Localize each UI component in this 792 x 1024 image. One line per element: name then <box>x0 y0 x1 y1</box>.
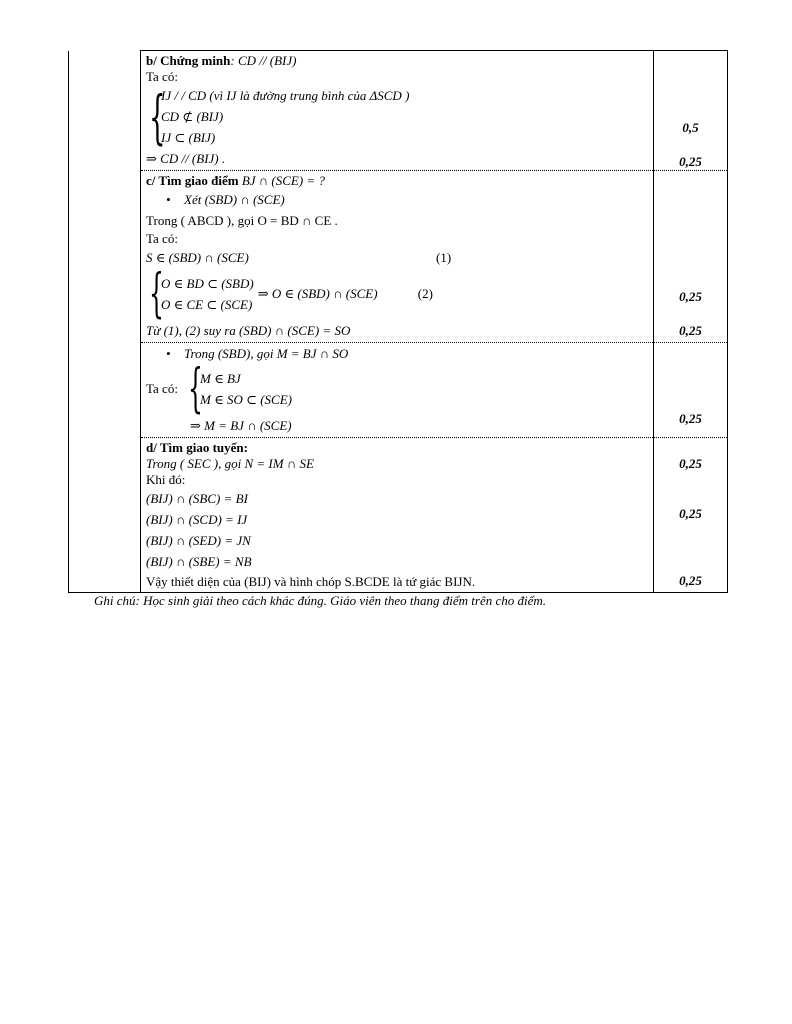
part-c2-sys-line-2: M ∈ SO ⊂ (SCE) <box>200 392 293 407</box>
part-c2-ta-co: Ta có: <box>146 381 178 396</box>
part-b-heading: b/ Chứng minh <box>146 53 231 68</box>
part-b-ta-co: Ta có: <box>146 69 178 84</box>
part-b-sys-line-3: IJ ⊂ (BIJ) <box>161 130 216 145</box>
part-b-score-1: 0,5 <box>682 120 699 135</box>
part-c1-score-1: 0,25 <box>679 289 702 304</box>
part-c2-system <box>188 359 293 419</box>
part-c1-from: Từ (1), (2) suy ra (SBD) ∩ (SCE) = SO <box>146 323 351 338</box>
part-d-trong: Trong ( SEC ), gọi N = IM ∩ SE <box>146 456 314 471</box>
row-part-b <box>69 51 728 171</box>
part-d-khi-do: Khi đó: <box>146 472 186 487</box>
part-c1-line-1: S ∈ (SBD) ∩ (SCE) <box>146 250 249 265</box>
part-b-score-2: 0,25 <box>679 154 702 169</box>
footnote: Ghi chú: Học sinh giải theo cách khác đúng. Giáo viên theo thang điểm trên cho điểm. <box>94 593 547 608</box>
part-d-scores <box>654 438 728 593</box>
part-d-conclusion: Vậy thiết diện của (BIJ) và hình chóp S.BCDE là tứ giác BIJN. <box>146 574 476 589</box>
part-c2-content <box>141 343 654 438</box>
part-c1-content <box>141 171 654 343</box>
grading-table <box>68 50 728 593</box>
part-b-scores <box>654 51 728 171</box>
brace-icon: { <box>149 264 164 324</box>
part-c2-implies: ⇒ M = BJ ∩ (SCE) <box>190 418 292 433</box>
part-c1-sys-line-2: O ∈ CE ⊂ (SCE) <box>161 297 253 312</box>
part-c1-scores <box>654 171 728 343</box>
part-c2-score: 0,25 <box>679 411 702 426</box>
part-d-line-3: (BIJ) ∩ (SED) = JN <box>146 533 251 548</box>
row-part-c2 <box>69 343 728 438</box>
part-c2-scores <box>654 343 728 438</box>
part-d-score-2: 0,25 <box>679 506 702 521</box>
blank-column <box>69 51 141 593</box>
part-c1-ta-co: Ta có: <box>146 231 178 246</box>
part-c1-implies: ⇒ O ∈ (SBD) ∩ (SCE) <box>257 286 378 301</box>
part-c1-trong: Trong ( ABCD ), gọi O = BD ∩ CE . <box>146 213 338 228</box>
part-c1-label-2: (2) <box>417 286 433 301</box>
part-c1-score-2: 0,25 <box>679 323 702 338</box>
part-c2-sys-line-1: M ∈ BJ <box>200 371 241 386</box>
part-c1-label-1: (1) <box>436 250 452 265</box>
part-d-content <box>141 438 654 593</box>
part-c-heading-expr: BJ ∩ (SCE) = ? <box>238 173 325 188</box>
part-d-score-3: 0,25 <box>679 573 702 588</box>
part-b-sys-line-2: CD ⊄ (BIJ) <box>161 109 224 124</box>
part-d-score-1: 0,25 <box>679 456 702 471</box>
part-d-line-1: (BIJ) ∩ (SBC) = BI <box>146 491 248 506</box>
part-b-content <box>141 51 654 171</box>
part-b-system <box>149 82 648 151</box>
row-part-d <box>69 438 728 593</box>
part-d-heading: d/ Tìm giao tuyến: <box>146 440 248 455</box>
part-d-line-2: (BIJ) ∩ (SCD) = IJ <box>146 512 248 527</box>
part-c1-sys-line-1: O ∈ BD ⊂ (SBD) <box>161 276 254 291</box>
part-d-line-4: (BIJ) ∩ (SBE) = NB <box>146 554 252 569</box>
part-b-heading-expr: : CD // (BIJ) <box>230 53 297 68</box>
brace-icon: { <box>149 82 166 151</box>
part-c-heading: c/ Tìm giao điểm <box>146 173 239 188</box>
part-b-sys-line-1: IJ / / CD (vì IJ là đường trung bình của ΔSCD ) <box>161 88 410 103</box>
brace-icon: { <box>188 359 203 419</box>
row-part-c1 <box>69 171 728 343</box>
part-c1-system <box>149 264 648 324</box>
part-c1-bullet: • Xét (SBD) ∩ (SCE) <box>146 189 648 210</box>
part-c2-bullet: • Trong (SBD), gọi M = BJ ∩ SO <box>146 345 648 363</box>
part-b-conclusion: ⇒ CD // (BIJ) . <box>146 151 226 166</box>
